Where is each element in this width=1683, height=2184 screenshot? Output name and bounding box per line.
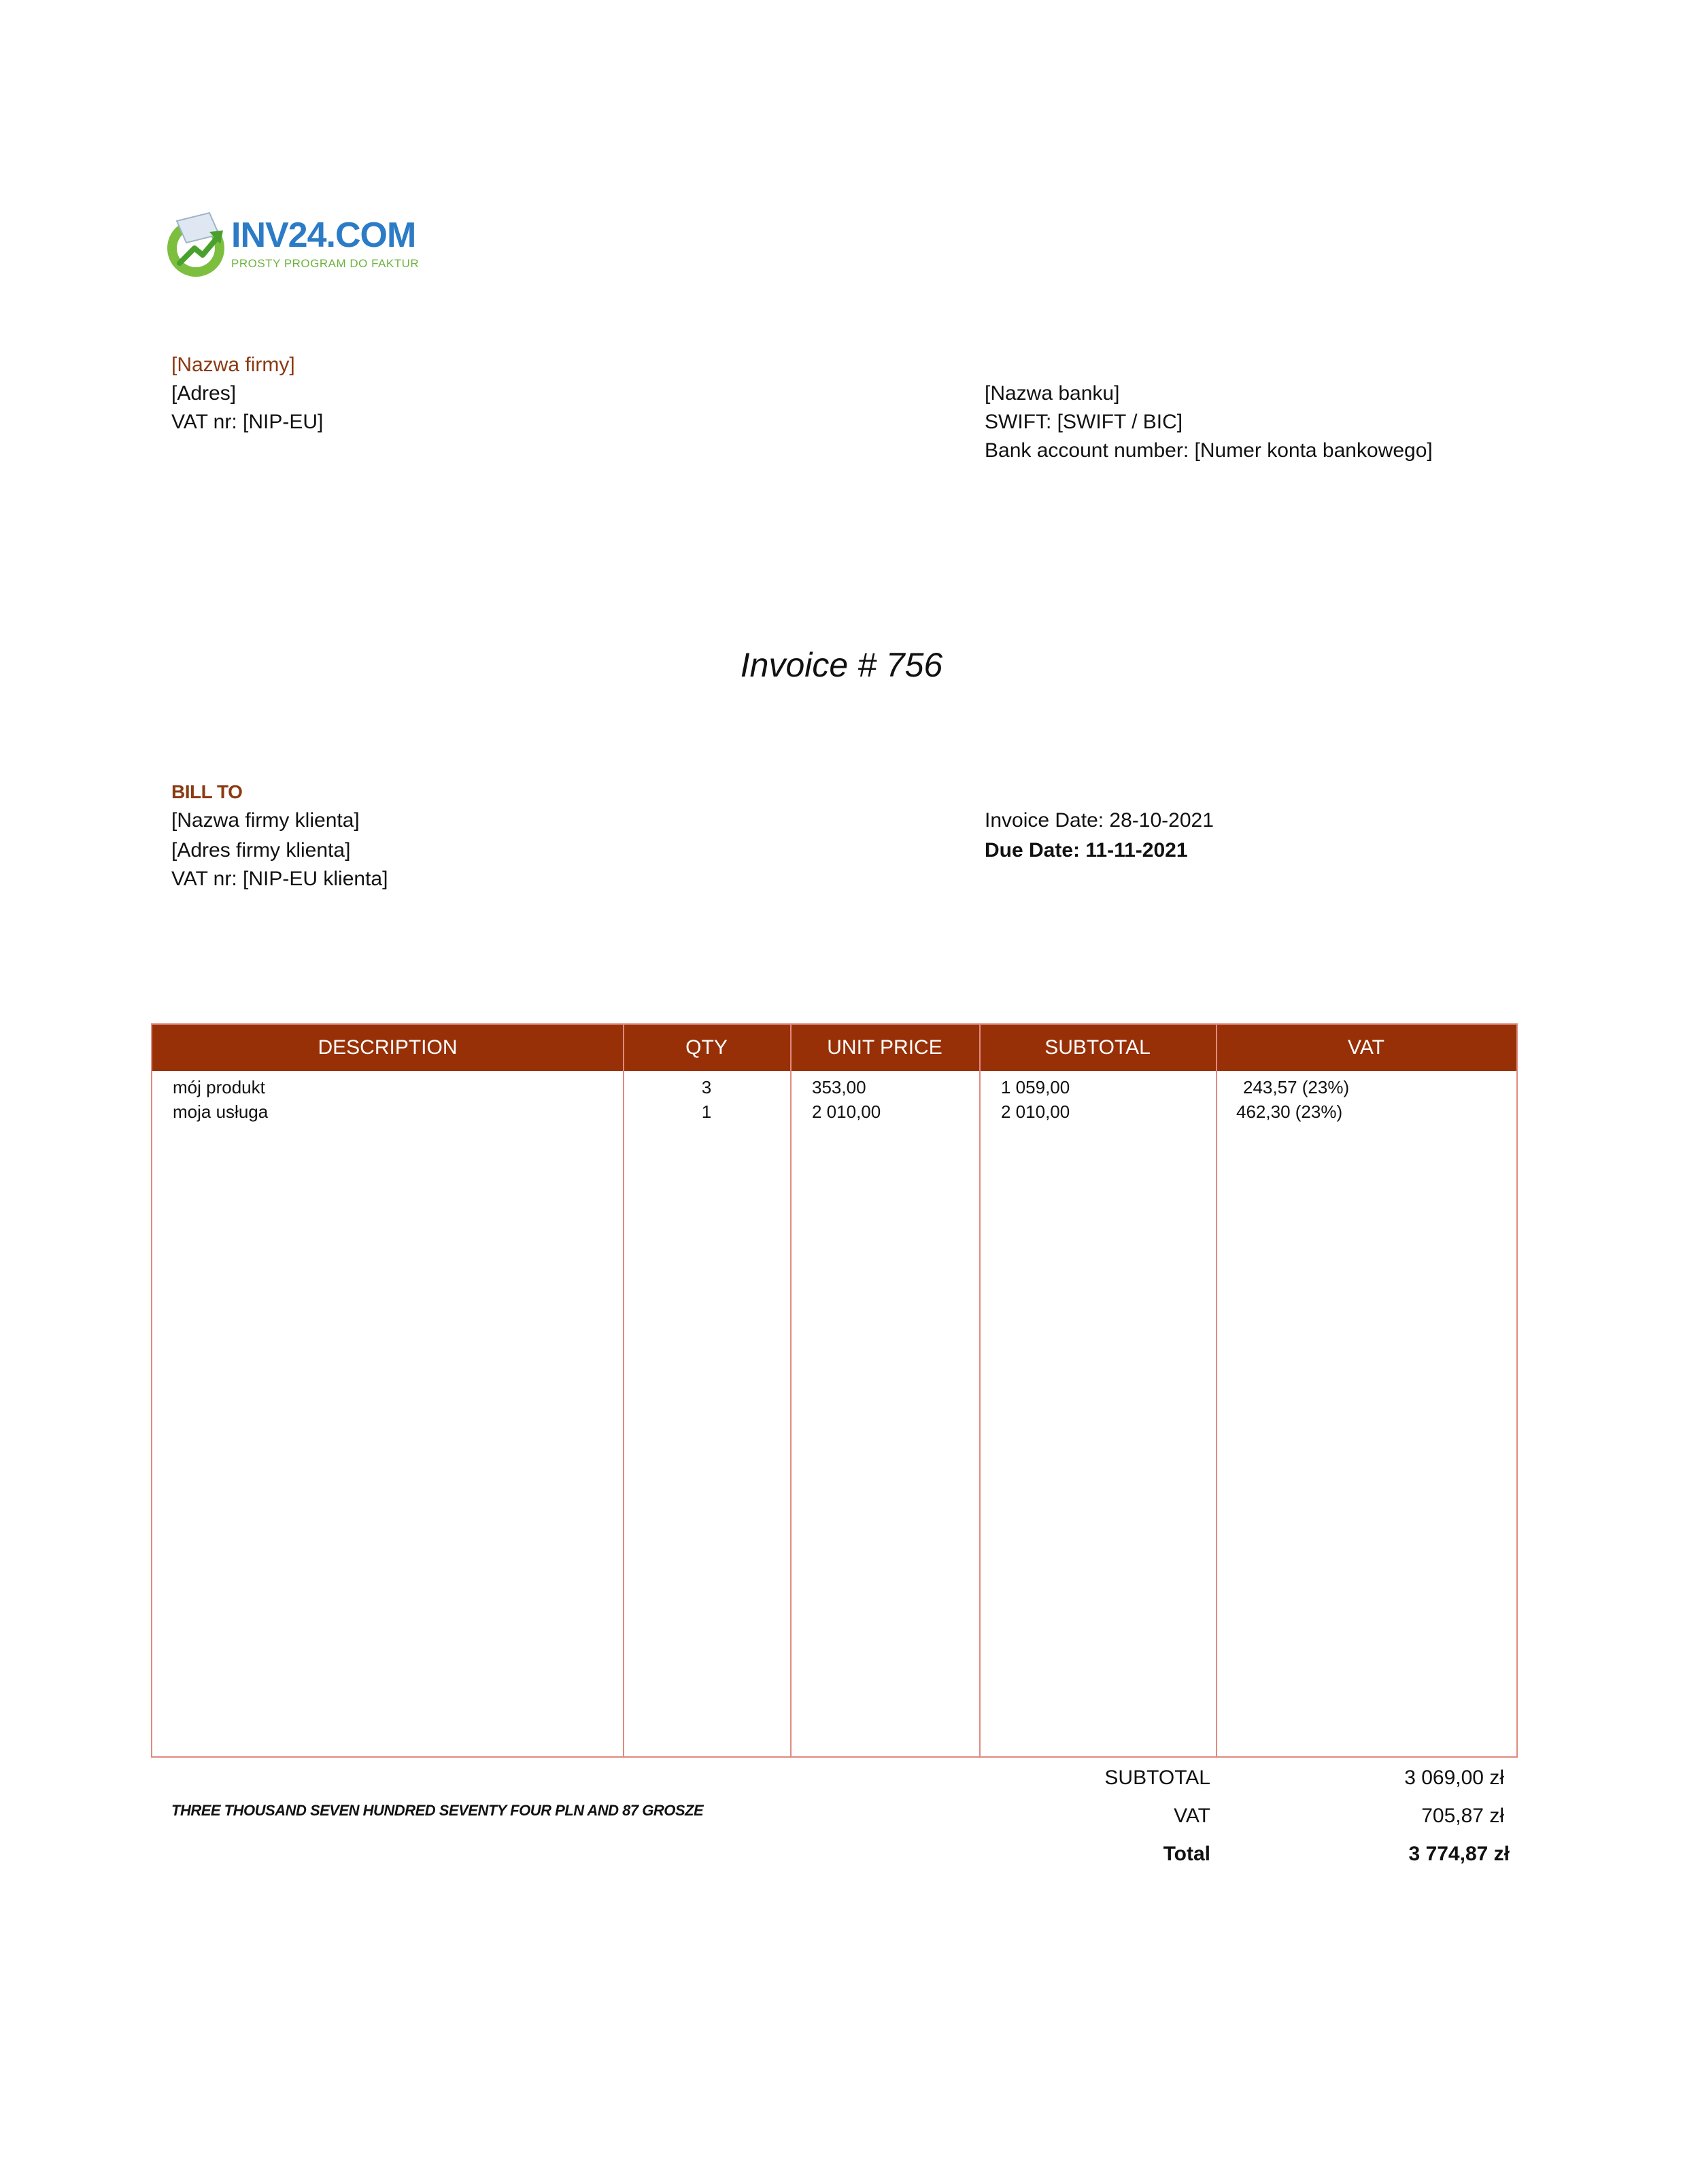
client-vat: VAT nr: [NIP-EU klienta]	[171, 868, 388, 890]
header-vat: VAT	[1348, 1036, 1384, 1059]
subtotal-value: 3 069,00 zł	[1404, 1767, 1504, 1789]
column-divider	[790, 1025, 792, 1756]
header-description: DESCRIPTION	[318, 1036, 458, 1059]
due-date: Due Date: 11-11-2021	[985, 839, 1188, 861]
amount-in-words: THREE THOUSAND SEVEN HUNDRED SEVENTY FOUR PLN AND 87 GROSZE	[171, 1802, 704, 1819]
column-divider	[623, 1025, 624, 1756]
bank-swift: SWIFT: [SWIFT / BIC]	[985, 411, 1183, 433]
vat-label: VAT	[1174, 1805, 1210, 1827]
row-subtotal: 2 010,00	[1001, 1102, 1070, 1122]
header-subtotal: SUBTOTAL	[1044, 1036, 1151, 1059]
column-divider	[1216, 1025, 1217, 1756]
client-company: [Nazwa firmy klienta]	[171, 809, 360, 832]
row-vat: 462,30 (23%)	[1236, 1102, 1343, 1122]
client-address: [Adres firmy klienta]	[171, 839, 351, 861]
table-header	[152, 1025, 1516, 1071]
vat-value: 705,87 zł	[1421, 1805, 1504, 1827]
total-value: 3 774,87 zł	[1408, 1843, 1510, 1865]
row-qty: 1	[701, 1102, 712, 1122]
header-qty: QTY	[685, 1036, 728, 1059]
bank-name: [Nazwa banku]	[985, 382, 1120, 405]
row-unit-price: 353,00	[812, 1077, 866, 1097]
logo-emblem-icon	[162, 207, 230, 282]
row-qty: 3	[701, 1077, 712, 1097]
items-table	[151, 1023, 1518, 1758]
invoice-date: Invoice Date: 28-10-2021	[985, 809, 1214, 832]
row-description: moja usługa	[173, 1102, 269, 1122]
row-description: mój produkt	[173, 1077, 265, 1097]
bank-account: Bank account number: [Numer konta bankowego]	[985, 439, 1433, 462]
seller-address: [Adres]	[171, 382, 237, 405]
bill-to-heading: BILL TO	[171, 781, 243, 802]
row-vat: 243,57 (23%)	[1243, 1077, 1350, 1097]
seller-company: [Nazwa firmy]	[171, 354, 295, 376]
logo-wordmark: INV24.COM	[231, 216, 416, 255]
column-divider	[979, 1025, 981, 1756]
logo-tagline: PROSTY PROGRAM DO FAKTUR	[231, 257, 420, 270]
seller-vat: VAT nr: [NIP-EU]	[171, 411, 324, 433]
subtotal-label: SUBTOTAL	[1104, 1767, 1210, 1789]
invoice-title: Invoice # 756	[740, 646, 943, 684]
row-unit-price: 2 010,00	[812, 1102, 881, 1122]
total-label: Total	[1163, 1843, 1210, 1865]
header-unit-price: UNIT PRICE	[827, 1036, 942, 1059]
row-subtotal: 1 059,00	[1001, 1077, 1070, 1097]
